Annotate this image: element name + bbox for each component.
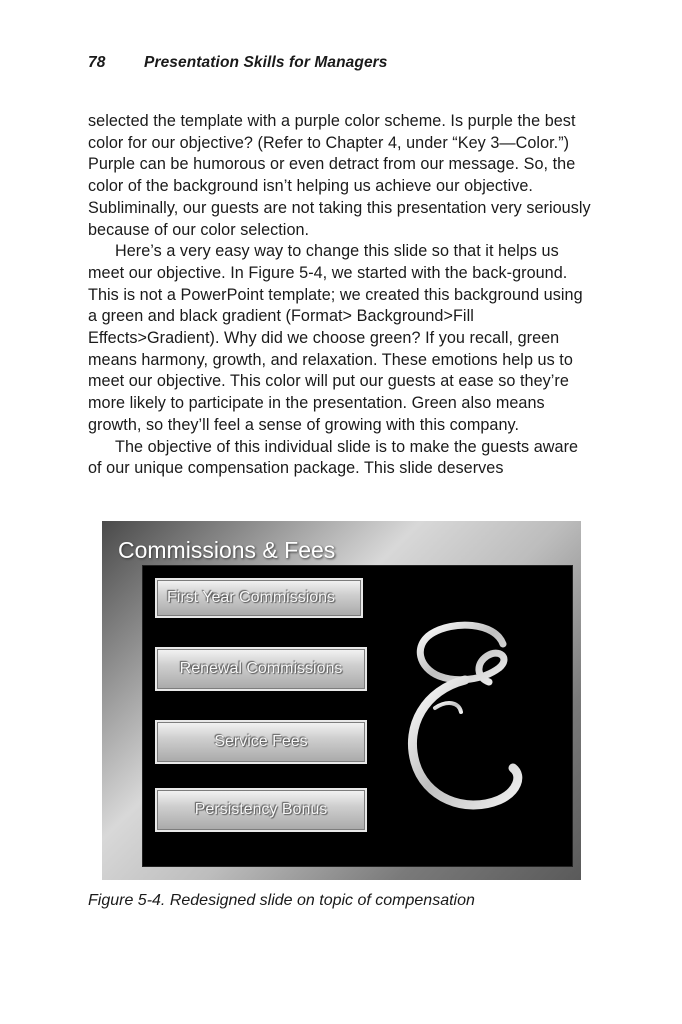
book-title: Presentation Skills for Managers	[144, 54, 388, 71]
decorative-script-e-icon	[395, 616, 525, 826]
page-number: 78	[88, 54, 106, 71]
running-header	[88, 54, 608, 72]
slide-black-panel	[142, 565, 573, 867]
slide-button-persistency-bonus: Persistency Bonus	[155, 788, 367, 832]
slide-button-renewal-commissions: Renewal Commissions	[155, 647, 367, 691]
slide-button-service-fees: Service Fees	[155, 720, 367, 764]
paragraph-2: Here’s a very easy way to change this slide so that it helps us meet our objective. In Figure 5-4, we started with the back-ground. This is not a PowerPoint template; we created this background using a green and black gradient (Format> Background>Fill Effects>Gradient). Why did we choose green? If you recall, green means harmony, growth, and relaxation. These emotions help us to meet our objective. This color will put our guests at ease so they’re more likely to participate in the presentation. Green also means growth, so they’ll feel a sense of growing with this company.	[88, 242, 583, 434]
figure-caption: Figure 5-4. Redesigned slide on topic of compensation	[88, 892, 475, 909]
slide-title: Commissions & Fees	[118, 537, 336, 563]
paragraph-3: The objective of this individual slide is to make the guests aware of our unique compensation package. This slide deserves	[88, 437, 579, 478]
figure-slide-image	[102, 521, 581, 880]
body-text	[88, 111, 596, 480]
slide-button-first-year-commissions: First Year Commissions	[155, 578, 363, 618]
paragraph-1: selected the template with a purple color scheme. Is purple the best color for our objective? (Refer to Chapter 4, under “Key 3—Color.”) Purple can be humorous or even detract from our message. So, the color of the background isn’t helping us achieve our objective. Subliminally, our guests are not taking this presentation very seriously because of our color selection.	[88, 112, 591, 239]
